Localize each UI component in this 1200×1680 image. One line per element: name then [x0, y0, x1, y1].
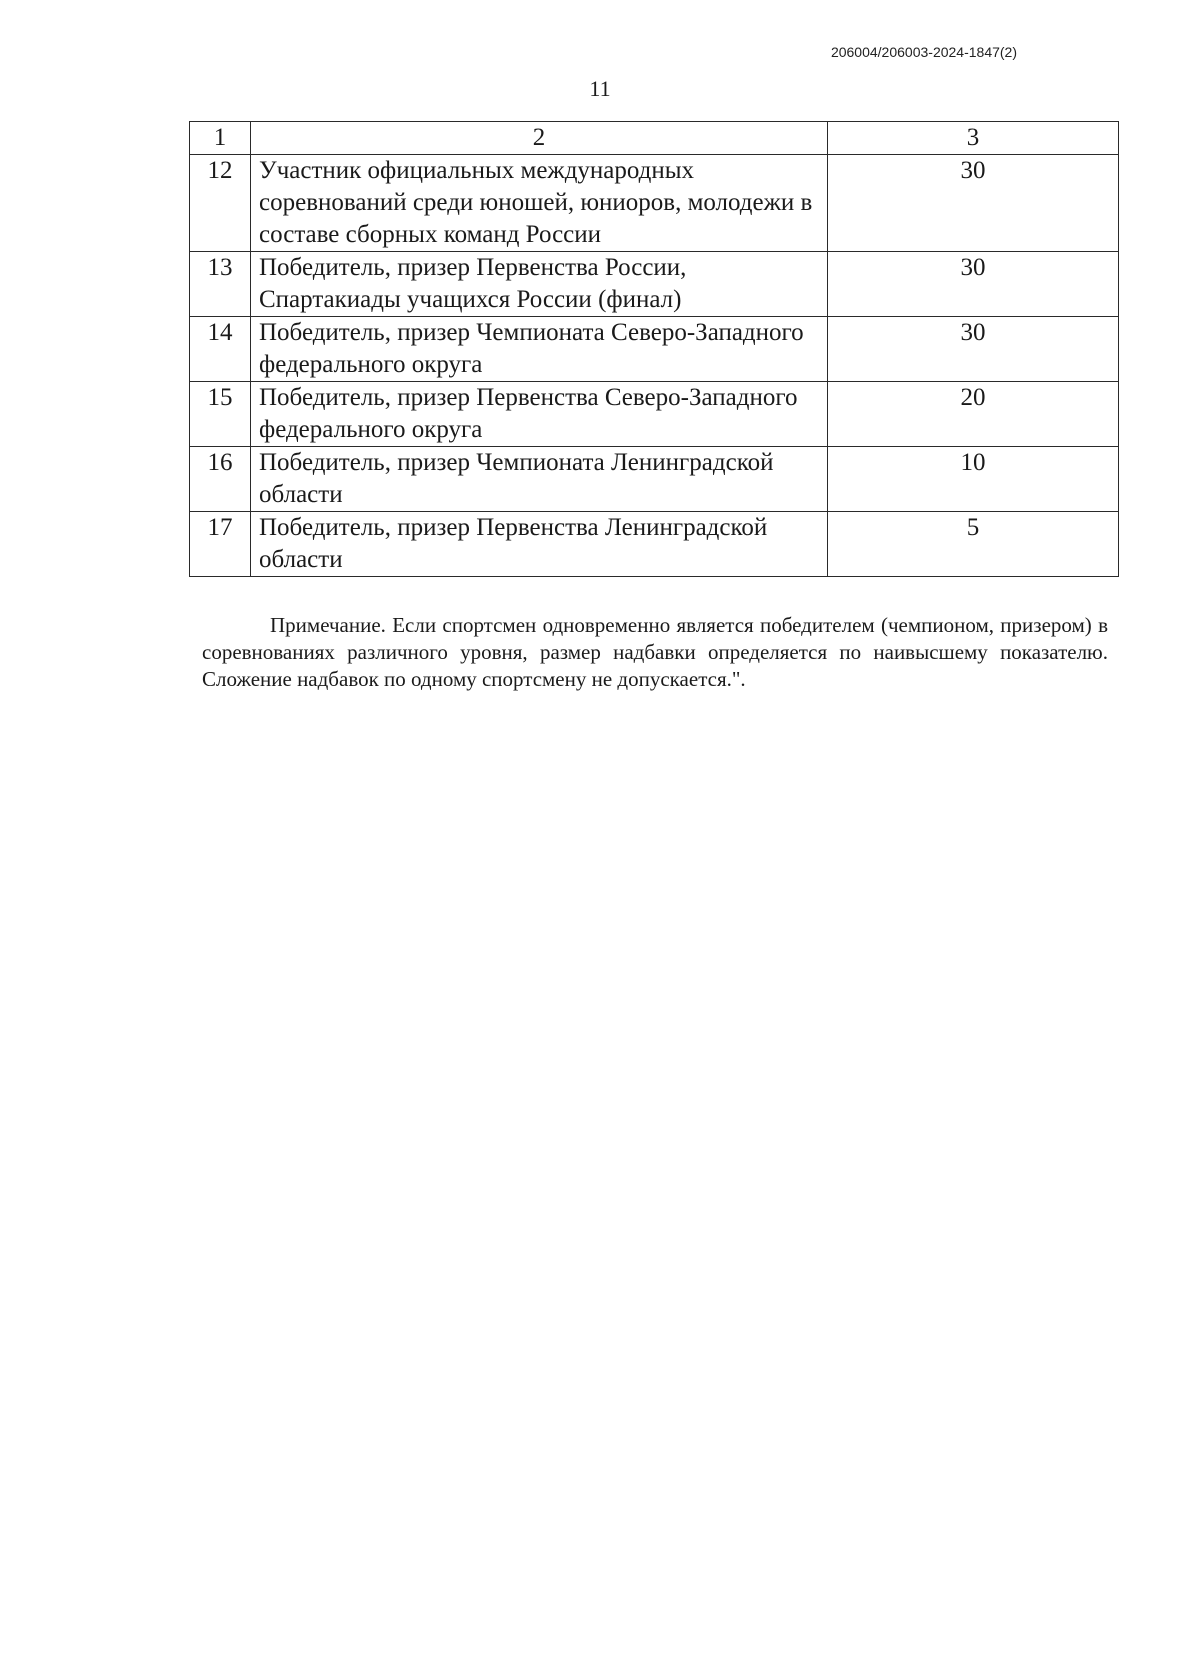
row-description: Участник официальных международных соревнований среди юношей, юниоров, молодежи в составе сборных команд России: [251, 155, 828, 252]
row-description: Победитель, призер Первенства Ленинградской области: [251, 512, 828, 577]
row-value: 20: [828, 382, 1119, 447]
awards-table: [189, 121, 1119, 577]
row-description: Победитель, призер Чемпионата Ленинградской области: [251, 447, 828, 512]
row-number: 17: [190, 512, 251, 577]
column-header-1: 1: [190, 122, 251, 155]
row-value: 30: [828, 155, 1119, 252]
table-row: [190, 447, 1119, 512]
row-number: 15: [190, 382, 251, 447]
row-value: 30: [828, 252, 1119, 317]
table-row: [190, 512, 1119, 577]
document-number: 206004/206003-2024-1847(2): [830, 44, 1017, 60]
table-header-row: [190, 122, 1119, 155]
table-row: [190, 252, 1119, 317]
column-header-3: 3: [828, 122, 1119, 155]
note-paragraph: Примечание. Если спортсмен одновременно является победителем (чемпионом, призером) в соревнованиях различного уровня, размер надбавки определяется по наивысшему показателю. Сложение надбавок по одному спортсмену не допускается.".: [202, 613, 1108, 691]
row-value: 30: [828, 317, 1119, 382]
row-number: 16: [190, 447, 251, 512]
table-row: [190, 382, 1119, 447]
table-row: [190, 155, 1119, 252]
row-description: Победитель, призер Первенства Северо-Западного федерального округа: [251, 382, 828, 447]
row-description: Победитель, призер Первенства России, Спартакиады учащихся России (финал): [251, 252, 828, 317]
row-value: 10: [828, 447, 1119, 512]
row-number: 12: [190, 155, 251, 252]
table-row: [190, 317, 1119, 382]
column-header-2: 2: [251, 122, 828, 155]
row-number: 13: [190, 252, 251, 317]
row-value: 5: [828, 512, 1119, 577]
page-number: 11: [589, 76, 611, 101]
row-number: 14: [190, 317, 251, 382]
row-description: Победитель, призер Чемпионата Северо-Западного федерального округа: [251, 317, 828, 382]
